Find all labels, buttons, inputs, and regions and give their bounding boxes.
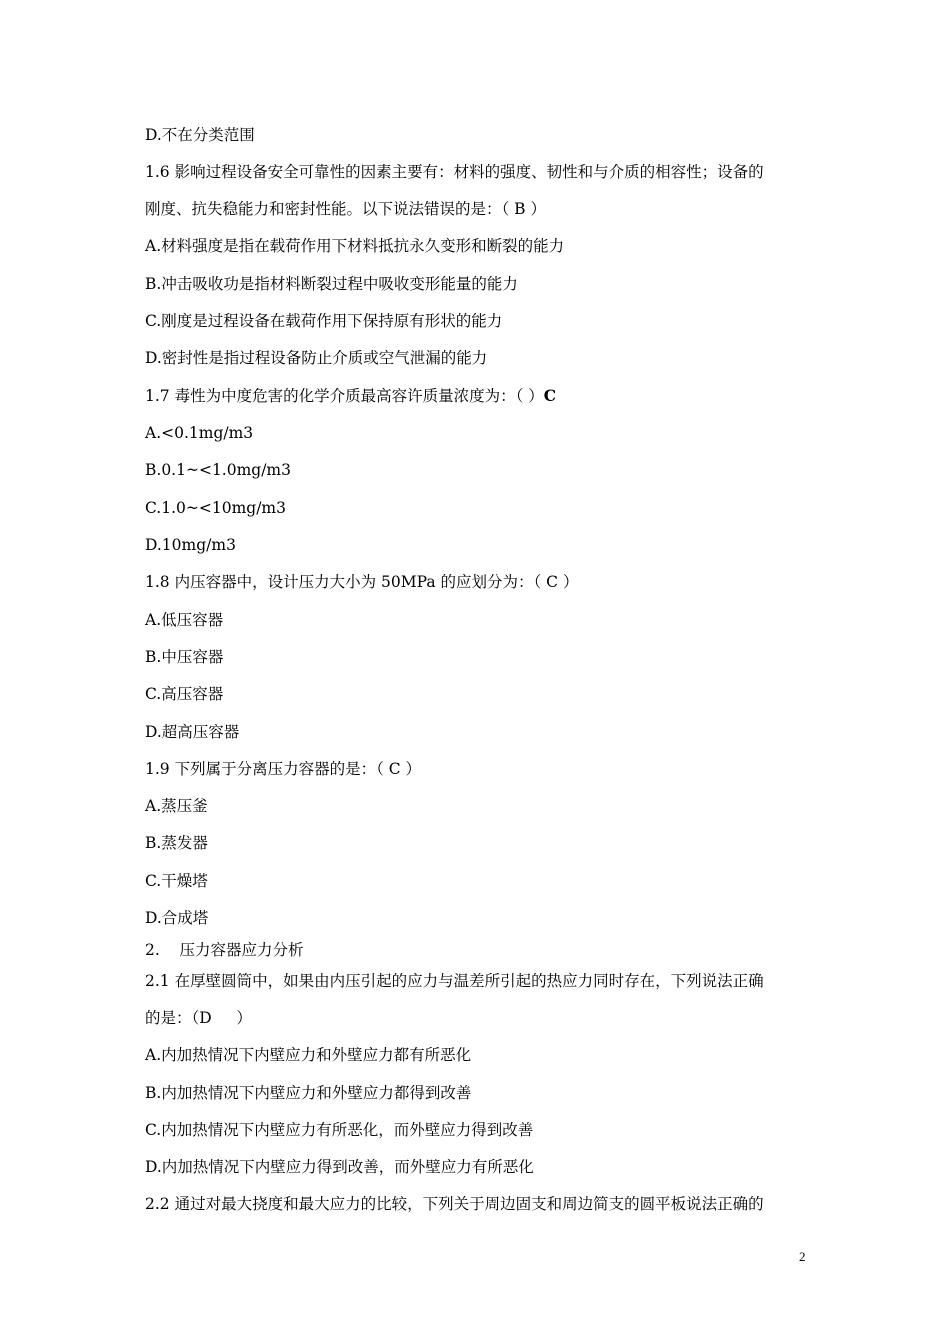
option-1-7-d: D.10mg/m3: [145, 536, 236, 554]
option-1-9-d: D.合成塔: [145, 909, 209, 927]
option-1-8-d: D.超高压容器: [145, 723, 240, 741]
option-1-7-a: A.<0.1mg/m3: [145, 424, 254, 442]
question-1-7-text: 1.7 毒性为中度危害的化学介质最高容许质量浓度为：（ ）: [145, 387, 544, 405]
option-2-1-b: B.内加热情况下内壁应力和外壁应力都得到改善: [145, 1084, 472, 1102]
option-2-1-a: A.内加热情况下内壁应力和外壁应力都有所恶化: [145, 1046, 472, 1064]
option-1-8-a: A.低压容器: [145, 611, 224, 629]
option-1-8-c: C.高压容器: [145, 685, 224, 703]
option-1-8-b: B.中压容器: [145, 648, 224, 666]
option-2-1-c: C.内加热情况下内壁应力有所恶化，而外壁应力得到改善: [145, 1121, 534, 1139]
question-2-2-line-1: 2.2 通过对最大挠度和最大应力的比较，下列关于周边固支和周边简支的圆平板说法正确的: [145, 1195, 764, 1213]
option-1-7-b: B.0.1~<1.0mg/m3: [145, 461, 291, 479]
question-1-8: 1.8 内压容器中，设计压力大小为 50MPa 的应划分为：（ C ）: [145, 573, 579, 591]
option-1-6-c: C.刚度是过程设备在载荷作用下保持原有形状的能力: [145, 312, 503, 330]
option-1-9-b: B.蒸发器: [145, 834, 208, 852]
option-1-7-c: C.1.0~<10mg/m3: [145, 499, 286, 517]
question-1-9: 1.9 下列属于分离压力容器的是：（ C ）: [145, 760, 422, 778]
question-2-1-line-1: 2.1 在厚壁圆筒中，如果由内压引起的应力与温差所引起的热应力同时存在，下列说法正确: [145, 972, 764, 990]
question-2-1-line-2: 的是：（D ）: [145, 1009, 252, 1027]
option-2-1-d: D.内加热情况下内壁应力得到改善，而外壁应力有所恶化: [145, 1158, 534, 1176]
option-1-6-b: B.冲击吸收功是指材料断裂过程中吸收变形能量的能力: [145, 275, 518, 293]
question-1-6-line-1: 1.6 影响过程设备安全可靠性的因素主要有：材料的强度、韧性和与介质的相容性；设备的: [145, 163, 764, 181]
option-1-6-d: D.密封性是指过程设备防止介质或空气泄漏的能力: [145, 349, 488, 367]
question-1-6-line-2: 刚度、抗失稳能力和密封性能。以下说法错误的是：（ B ）: [145, 200, 546, 218]
option-1-6-a: A.材料强度是指在载荷作用下材料抵抗永久变形和断裂的能力: [145, 237, 565, 255]
question-1-7: [145, 386, 556, 406]
page-number: 2: [799, 1249, 806, 1264]
section-2-heading: 2. 压力容器应力分析: [145, 941, 304, 959]
option-1-9-c: C.干燥塔: [145, 872, 208, 890]
answer-1-7: C: [543, 386, 557, 405]
option-1-5-d: D.不在分类范围: [145, 126, 255, 144]
option-1-9-a: A.蒸压釜: [145, 797, 208, 815]
